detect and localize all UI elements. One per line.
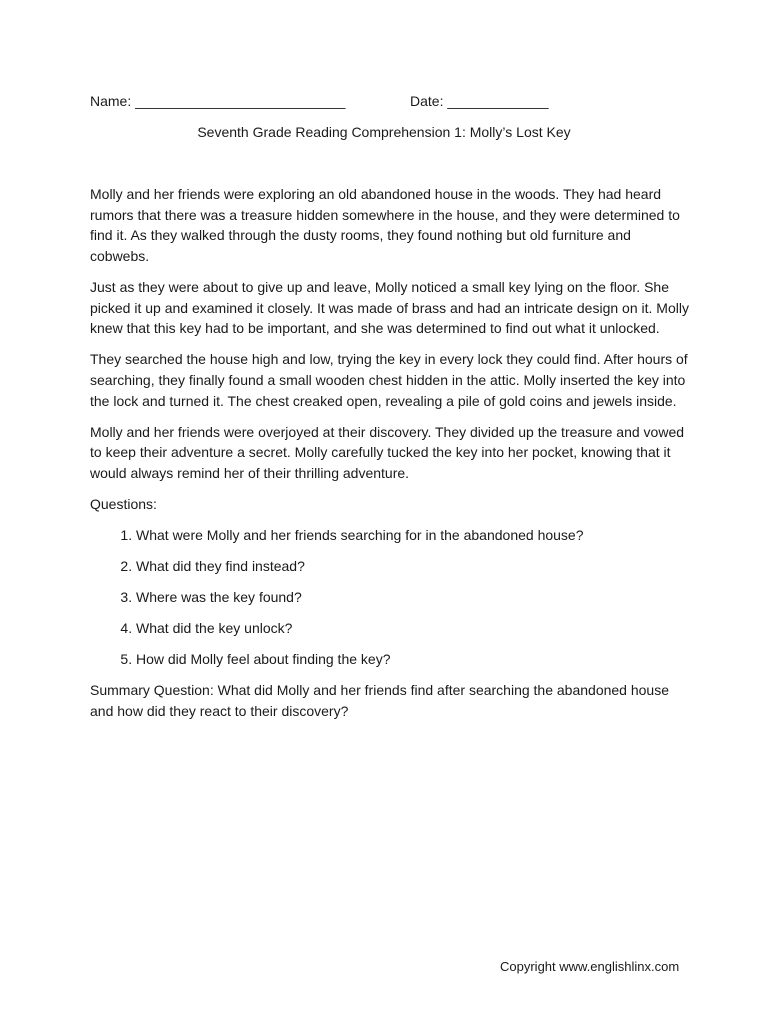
copyright-notice: Copyright www.englishlinx.com: [500, 959, 680, 974]
questions-list: [90, 525, 690, 670]
paragraph-2: Just as they were about to give up and leave, Molly noticed a small key lying on the floor. She picked it up and examined it closely. It was made of brass and had an intricate design on it. Molly knew that this key had to be important, and she was determined to find out what it unlocked.: [90, 278, 689, 337]
reading-passage: [90, 184, 690, 732]
questions-label: Questions:: [90, 496, 157, 513]
name-field[interactable]: Name: ___________________________: [90, 93, 346, 109]
page-title: Seventh Grade Reading Comprehension 1: Molly’s Lost Key: [197, 124, 571, 140]
date-field[interactable]: Date: _____________: [410, 93, 549, 109]
paragraph-3: They searched the house high and low, trying the key in every lock they could find. After hours of searching, they finally found a small wooden chest hidden in the attic. Molly inserted the key into the lock and turned it. The chest creaked open, revealing a pile of gold coins and jewels inside.: [90, 351, 688, 409]
question-5: 5. How did Molly feel about finding the key?: [136, 649, 690, 670]
summary-question: Summary Question: What did Molly and her friends find after searching the abandoned house and how did they react to their discovery?: [90, 682, 669, 719]
question-1: 1. What were Molly and her friends searching for in the abandoned house?: [136, 525, 690, 546]
paragraph-4: Molly and her friends were overjoyed at their discovery. They divided up the treasure and vowed to keep their adventure a secret. Molly carefully tucked the key into her pocket, knowing that it would always remind her of their thrilling adventure.: [90, 423, 685, 481]
paragraph-1: Molly and her friends were exploring an old abandoned house in the woods. They had heard rumors that there was a treasure hidden somewhere in the house, and they were determined to find it. As they walked through the dusty rooms, they found nothing but old furniture and cobwebs.: [90, 186, 680, 264]
question-4: 4. What did the key unlock?: [136, 618, 690, 639]
question-3: 3. Where was the key found?: [136, 587, 690, 608]
question-2: 2. What did they find instead?: [136, 556, 690, 577]
